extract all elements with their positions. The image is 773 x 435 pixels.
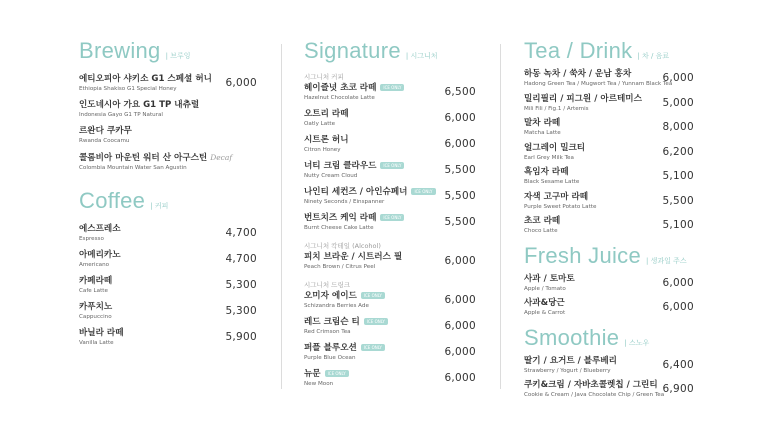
- section-subtitle-text: 커피: [154, 202, 169, 210]
- item-english-name: Cappuccino: [79, 314, 112, 320]
- item-english-name: Purple Blue Ocean: [304, 355, 356, 361]
- item-name-text: 카페라떼: [79, 276, 113, 286]
- menu-item: [79, 100, 257, 126]
- item-english-name: Colombia Mountain Water San Agustin: [79, 165, 187, 171]
- item-english-name: Black Sesame Latte: [524, 179, 580, 185]
- item-price: 5,500: [662, 194, 694, 207]
- menu-item: [524, 298, 694, 323]
- item-name-text: 자색 고구마 라떼: [524, 191, 589, 202]
- menu-item: [524, 167, 694, 192]
- menu-section: [79, 188, 257, 354]
- item-name-text: 시트론 허니: [304, 135, 349, 145]
- ice-only-badge: ICE ONLY: [380, 214, 404, 221]
- section-title: Signature: [304, 38, 401, 63]
- item-name: [79, 100, 257, 111]
- item-name-text: 카푸치노: [79, 302, 113, 312]
- item-price: 6,000: [444, 112, 476, 124]
- menu-item: [304, 369, 476, 395]
- item-price: 6,000: [444, 294, 476, 306]
- item-name-text: 에스프레소: [79, 224, 121, 234]
- item-price: 6,000: [225, 77, 257, 89]
- item-price: 5,300: [225, 305, 257, 317]
- item-english-name: Citron Honey: [304, 147, 341, 153]
- section-title: Fresh Juice: [524, 242, 642, 268]
- column-divider: [500, 44, 501, 389]
- item-english-name: Vanilla Latte: [79, 340, 114, 346]
- item-price: 6,000: [662, 72, 694, 84]
- item-english-name: Apple & Carrot: [524, 310, 566, 316]
- item-english-name: Mili Fili / Fig.1 / Artemis: [524, 105, 589, 112]
- item-english-name: Red Crimson Tea: [304, 329, 351, 335]
- section-subtitle-text: 차 / 음료: [642, 52, 670, 60]
- item-price: 6,400: [662, 358, 694, 371]
- item-english-name: Schizandra Berries Ade: [304, 303, 369, 309]
- section-header: [79, 38, 257, 74]
- column-divider: [281, 44, 282, 389]
- item-english-name: Nutty Cream Cloud: [304, 173, 358, 179]
- item-price: 8,000: [662, 121, 694, 133]
- menu-item: [304, 317, 476, 343]
- item-name-text: 인도네시아 가요 G1 TP 내츄럴: [79, 100, 200, 110]
- section-subtitle-text: 시그니처: [410, 52, 438, 60]
- menu-item: [79, 276, 257, 302]
- item-price: 5,900: [225, 331, 257, 343]
- item-english-name: Cafe Latte: [79, 288, 108, 294]
- item-price: 6,000: [444, 372, 476, 384]
- item-price: 6,200: [662, 145, 694, 158]
- item-price: 6,000: [662, 276, 694, 289]
- menu-item: [304, 252, 476, 278]
- item-english-name: Ninety Seconds / Einspanner: [304, 199, 385, 205]
- menu-item: [304, 343, 476, 369]
- item-name-text: 퍼플 블루오션: [304, 343, 357, 353]
- menu-column-2: [304, 38, 476, 395]
- item-price: 6,900: [662, 383, 694, 395]
- menu-section: [524, 243, 694, 323]
- section-header: [524, 243, 694, 274]
- menu-column-3: [524, 38, 694, 405]
- menu-item: [79, 152, 257, 178]
- item-name-text: 얼그레이 밀크티: [524, 142, 586, 153]
- menu-item: [304, 83, 476, 109]
- item-name-text: 쿠키&크림 / 자바초콜렛칩 / 그린티: [524, 380, 658, 390]
- menu-item: [304, 161, 476, 187]
- section-title: Brewing: [79, 38, 161, 63]
- section-subtitle: | 차 / 음료: [637, 52, 670, 60]
- menu-item: [524, 274, 694, 299]
- subsection-heading: 시그니처 칵테일 (Alcohol): [304, 242, 381, 250]
- item-name-text: 뉴문: [304, 369, 321, 379]
- item-price: 5,100: [662, 170, 694, 182]
- item-english-name: Indonesia Gayo G1 TP Natural: [79, 112, 163, 118]
- item-name-text: 오트리 라떼: [304, 109, 349, 119]
- item-name-text: 사과&당근: [524, 298, 565, 308]
- ice-only-badge: ICE ONLY: [380, 84, 404, 91]
- item-name-text: 사과 / 토마토: [524, 273, 575, 284]
- item-price: 5,500: [444, 216, 476, 228]
- item-english-name: Choco Latte: [524, 228, 558, 234]
- item-name-text: 콜롬비아 마운틴 워터 산 아구스틴: [79, 153, 208, 163]
- ice-only-badge: ICE ONLY: [325, 370, 349, 377]
- item-name-text: 헤이즐넛 초코 라떼: [304, 83, 377, 93]
- item-name-text: 아메리카노: [79, 250, 121, 260]
- decaf-note: Decaf: [210, 153, 233, 162]
- item-english-name: Cookie & Cream / Java Chocolate Chip / Green Tea: [524, 392, 665, 398]
- section-title: Smoothie: [524, 324, 620, 350]
- menu-item: [79, 302, 257, 328]
- section-subtitle: | 커피: [150, 202, 169, 210]
- item-english-name: Hazelnut Chocolate Latte: [304, 95, 375, 101]
- item-name-text: 하동 녹차 / 쑥차 / 운남 홍차: [524, 69, 632, 79]
- item-name-text: 밀리필리 / 피그원 / 아르테미스: [524, 93, 642, 104]
- menu-item: [524, 143, 694, 168]
- item-price: 5,500: [444, 164, 476, 176]
- section-header: [79, 188, 257, 224]
- menu-item: [524, 94, 694, 119]
- item-name-text: 르완다 쿠카무: [79, 126, 132, 136]
- ice-only-badge: ICE ONLY: [361, 292, 385, 299]
- section-title: Tea / Drink: [524, 38, 633, 63]
- item-name-text: 초코 라떼: [524, 216, 561, 226]
- item-price: 6,500: [444, 86, 476, 98]
- item-english-name: Peach Brown / Citrus Peel: [304, 264, 376, 270]
- menu-item: [304, 213, 476, 239]
- item-english-name: Rwanda Coocamu: [79, 138, 130, 144]
- item-name-text: 오미자 에이드: [304, 291, 357, 301]
- item-name-text: 피치 브라운 / 시트러스 필: [304, 252, 403, 262]
- section-subtitle: | 생과일 주스: [646, 256, 687, 265]
- section-header: [304, 38, 476, 70]
- item-name-text: 말차 라떼: [524, 118, 561, 128]
- item-name-text: 바닐라 라떼: [79, 328, 124, 338]
- item-price: 6,000: [662, 301, 694, 313]
- item-price: 5,100: [662, 219, 694, 231]
- menu-item: [524, 69, 694, 94]
- section-subtitle: | 스노우: [624, 338, 650, 347]
- item-name-text: 에티오피아 샤키소 G1 스페셜 허니: [79, 74, 212, 84]
- item-price: 6,000: [444, 255, 476, 267]
- subsection-heading: 시그니처 커피: [304, 73, 344, 81]
- item-english-name: New Moon: [304, 381, 334, 387]
- item-price: 6,000: [444, 346, 476, 358]
- item-name: [79, 126, 257, 137]
- menu-section: [524, 38, 694, 241]
- menu-section: [524, 325, 694, 405]
- item-english-name: Espresso: [79, 236, 104, 242]
- item-name-text: 나인티 세컨즈 / 아인슈페너: [304, 187, 408, 197]
- menu-item: [79, 328, 257, 354]
- item-english-name: Purple Sweet Potato Latte: [524, 203, 597, 210]
- ice-only-badge: ICE ONLY: [361, 344, 385, 351]
- subsection-heading: 시그니처 드링크: [304, 281, 351, 289]
- menu-item: [79, 74, 257, 100]
- menu-item: [79, 224, 257, 250]
- item-english-name: Oatly Latte: [304, 121, 336, 127]
- item-price: 6,000: [444, 320, 476, 332]
- item-english-name: Apple / Tomato: [524, 285, 566, 292]
- menu-item: [304, 187, 476, 213]
- item-name-text: 딸기 / 요거트 / 블루베리: [524, 355, 617, 366]
- item-price: 5,300: [225, 279, 257, 291]
- ice-only-badge: ICE ONLY: [364, 318, 388, 325]
- menu-item: [79, 126, 257, 152]
- ice-only-badge: ICE ONLY: [411, 188, 435, 195]
- section-subtitle-text: 브루잉: [170, 52, 191, 60]
- menu-column-1: [79, 38, 257, 354]
- item-english-name: Ethiopia Shakiso G1 Special Honey: [79, 86, 177, 92]
- item-name: [79, 152, 257, 164]
- menu-item: [524, 380, 694, 405]
- menu-item: [79, 250, 257, 276]
- item-english-name: Burnt Cheese Cake Latte: [304, 225, 374, 231]
- menu-section: [79, 38, 257, 178]
- menu-item: [304, 291, 476, 317]
- section-subtitle: | 시그니처: [405, 52, 438, 60]
- section-subtitle: | 브루잉: [165, 52, 191, 60]
- menu-item: [524, 216, 694, 241]
- item-english-name: Matcha Latte: [524, 130, 561, 136]
- item-name-text: 흑임자 라떼: [524, 167, 569, 177]
- menu-item: [304, 109, 476, 135]
- item-price: 5,500: [444, 190, 476, 202]
- item-name-text: 레드 크림슨 티: [304, 317, 360, 327]
- item-english-name: Strawberry / Yogurt / Blueberry: [524, 367, 611, 374]
- item-name-text: 너티 크림 클라우드: [304, 161, 377, 171]
- menu-item: [524, 118, 694, 143]
- item-price: 5,000: [662, 96, 694, 109]
- ice-only-badge: ICE ONLY: [380, 162, 404, 169]
- item-price: 6,000: [444, 138, 476, 150]
- section-subtitle-text: 스노우: [628, 338, 650, 347]
- item-english-name: Hadong Green Tea / Mugwort Tea / Yunnam Black Tea: [524, 81, 673, 87]
- section-subtitle-text: 생과일 주스: [650, 256, 687, 265]
- menu-section: [304, 38, 476, 395]
- menu-item: [304, 135, 476, 161]
- section-title: Coffee: [79, 188, 146, 213]
- section-header: [524, 38, 694, 69]
- item-english-name: Americano: [79, 262, 110, 268]
- menu-item: [524, 356, 694, 381]
- section-header: [524, 325, 694, 356]
- menu-item: [524, 192, 694, 217]
- item-price: 4,700: [225, 253, 257, 265]
- item-name-text: 번트치즈 케익 라떼: [304, 213, 377, 223]
- item-english-name: Earl Grey Milk Tea: [524, 154, 574, 161]
- item-price: 4,700: [225, 227, 257, 239]
